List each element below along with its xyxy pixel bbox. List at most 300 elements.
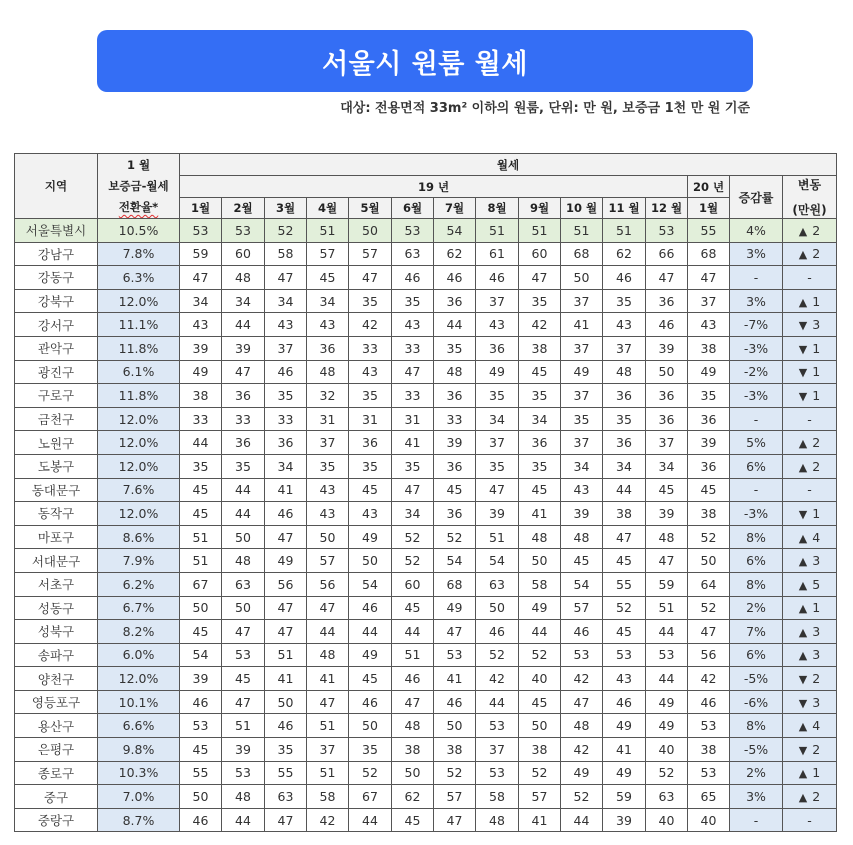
rent-2019-month-7: 46: [434, 690, 476, 714]
rent-2019-month-12: 47: [646, 266, 688, 290]
rent-2019-month-2: 48: [222, 266, 265, 290]
conversion-rate: 7.8%: [98, 242, 180, 266]
rent-2019-month-1: 55: [180, 761, 222, 785]
change-rate: 3%: [730, 242, 783, 266]
rent-2019-month-10: 43: [561, 478, 603, 502]
header-month-2019-4: 4월: [307, 198, 349, 219]
change-rate: -6%: [730, 690, 783, 714]
conversion-rate: 12.0%: [98, 454, 180, 478]
rent-2019-month-7: 36: [434, 289, 476, 313]
rent-2020-month-1: 38: [688, 738, 730, 762]
table-row: [15, 478, 837, 502]
change-rate: 8%: [730, 525, 783, 549]
conversion-rate: 9.8%: [98, 738, 180, 762]
rent-2019-month-3: 47: [265, 525, 307, 549]
header-month-2020-1: 1월: [688, 198, 730, 219]
table-row: [15, 620, 837, 644]
rent-2019-month-11: 37: [603, 336, 646, 360]
change-amount-value: 1: [812, 600, 821, 616]
table-row: [15, 596, 837, 620]
rent-2019-month-2: 39: [222, 738, 265, 762]
header-month-2019-11: 11 월: [603, 198, 646, 219]
rent-2019-month-9: 41: [519, 808, 561, 832]
change-rate: 6%: [730, 454, 783, 478]
header-month-2019-7: 7월: [434, 198, 476, 219]
rent-2019-month-12: 47: [646, 549, 688, 573]
rent-2019-month-3: 34: [265, 454, 307, 478]
change-amount: [783, 714, 837, 738]
rent-2019-month-4: 37: [307, 738, 349, 762]
rent-2019-month-8: 42: [476, 667, 519, 691]
rent-2019-month-2: 45: [222, 667, 265, 691]
rent-2019-month-9: 52: [519, 761, 561, 785]
header-month-2019-12: 12 월: [646, 198, 688, 219]
rent-2019-month-6: 60: [392, 572, 434, 596]
rent-2019-month-1: 38: [180, 384, 222, 408]
triangle-down-icon: ▼: [798, 696, 808, 710]
change-rate: -: [730, 478, 783, 502]
rent-2019-month-4: 48: [307, 360, 349, 384]
region-name: 금천구: [15, 407, 98, 431]
rent-2019-month-3: 49: [265, 549, 307, 573]
rent-2019-month-7: 68: [434, 572, 476, 596]
rent-2019-month-8: 48: [476, 808, 519, 832]
rent-2019-month-4: 42: [307, 808, 349, 832]
rent-2019-month-7: 36: [434, 384, 476, 408]
conversion-rate: 8.7%: [98, 808, 180, 832]
change-rate: -3%: [730, 502, 783, 526]
conversion-rate: 12.0%: [98, 431, 180, 455]
change-amount: [783, 549, 837, 573]
rent-2019-month-11: 35: [603, 289, 646, 313]
region-name: 영등포구: [15, 690, 98, 714]
change-amount: [783, 620, 837, 644]
change-amount-value: 2: [812, 741, 821, 757]
change-rate: 6%: [730, 643, 783, 667]
change-amount: [783, 219, 837, 243]
region-name: 서대문구: [15, 549, 98, 573]
rent-2019-month-2: 53: [222, 643, 265, 667]
conversion-rate: 7.9%: [98, 549, 180, 573]
rent-2019-month-1: 51: [180, 549, 222, 573]
rent-2020-month-1: 35: [688, 384, 730, 408]
rent-2019-month-1: 47: [180, 266, 222, 290]
rent-2019-month-10: 35: [561, 407, 603, 431]
conversion-rate: 6.0%: [98, 643, 180, 667]
rent-2019-month-2: 44: [222, 502, 265, 526]
rent-2019-month-6: 52: [392, 525, 434, 549]
conversion-rate: 6.6%: [98, 714, 180, 738]
change-amount-value: 3: [812, 553, 821, 569]
region-name: 용산구: [15, 714, 98, 738]
rent-2019-month-10: 42: [561, 667, 603, 691]
rent-2020-month-1: 53: [688, 714, 730, 738]
rent-2019-month-6: 47: [392, 690, 434, 714]
rent-2019-month-3: 56: [265, 572, 307, 596]
table-row: [15, 549, 837, 573]
rent-2019-month-1: 53: [180, 219, 222, 243]
rent-2019-month-5: 45: [349, 667, 392, 691]
rent-2019-month-3: 47: [265, 596, 307, 620]
rent-2019-month-9: 52: [519, 643, 561, 667]
table-row: [15, 313, 837, 337]
table-row: [15, 738, 837, 762]
rent-2019-month-9: 57: [519, 785, 561, 809]
header-rent: 월세: [180, 154, 837, 176]
rent-2019-month-6: 46: [392, 667, 434, 691]
rent-2019-month-5: 54: [349, 572, 392, 596]
rent-2019-month-3: 35: [265, 738, 307, 762]
rent-2019-month-7: 41: [434, 667, 476, 691]
rent-2019-month-1: 44: [180, 431, 222, 455]
rent-2019-month-12: 49: [646, 690, 688, 714]
triangle-up-icon: ▲: [798, 224, 808, 238]
rent-2019-month-10: 51: [561, 219, 603, 243]
change-amount: [783, 738, 837, 762]
change-amount: [783, 454, 837, 478]
rent-2019-month-10: 52: [561, 785, 603, 809]
change-amount-value: 2: [812, 435, 821, 451]
change-amount: [783, 289, 837, 313]
change-rate: -3%: [730, 336, 783, 360]
rent-2019-month-9: 36: [519, 431, 561, 455]
change-amount: [783, 525, 837, 549]
triangle-up-icon: ▲: [798, 791, 808, 805]
rent-2019-month-6: 50: [392, 761, 434, 785]
rent-2019-month-2: 48: [222, 785, 265, 809]
rent-2019-month-4: 43: [307, 478, 349, 502]
rent-2019-month-10: 41: [561, 313, 603, 337]
header-rate-line1: 1 월: [126, 158, 151, 172]
change-amount: [783, 502, 837, 526]
table-row: [15, 360, 837, 384]
change-rate: 8%: [730, 714, 783, 738]
rent-2019-month-8: 43: [476, 313, 519, 337]
rent-2019-month-1: 53: [180, 714, 222, 738]
rent-2019-month-11: 49: [603, 761, 646, 785]
region-name: 성동구: [15, 596, 98, 620]
rent-2019-month-10: 39: [561, 502, 603, 526]
conversion-rate: 7.6%: [98, 478, 180, 502]
rent-2019-month-12: 59: [646, 572, 688, 596]
rent-2019-month-10: 34: [561, 454, 603, 478]
rent-2019-month-12: 36: [646, 384, 688, 408]
rent-2019-month-7: 52: [434, 525, 476, 549]
rent-2019-month-12: 39: [646, 336, 688, 360]
rent-2019-month-9: 35: [519, 454, 561, 478]
header-month-2019-1: 1월: [180, 198, 222, 219]
rent-2020-month-1: 64: [688, 572, 730, 596]
rent-2019-month-2: 48: [222, 549, 265, 573]
region-name: 서초구: [15, 572, 98, 596]
rent-2019-month-4: 45: [307, 266, 349, 290]
rent-2019-month-6: 35: [392, 454, 434, 478]
rent-2019-month-4: 51: [307, 761, 349, 785]
table-row: [15, 761, 837, 785]
change-amount-value: 2: [812, 246, 821, 262]
rent-2019-month-3: 47: [265, 266, 307, 290]
rent-2019-month-5: 50: [349, 549, 392, 573]
table-row: [15, 289, 837, 313]
conversion-rate: 6.7%: [98, 596, 180, 620]
rent-2019-month-9: 40: [519, 667, 561, 691]
triangle-up-icon: ▲: [798, 460, 808, 474]
rent-2019-month-11: 43: [603, 313, 646, 337]
rent-2019-month-5: 44: [349, 808, 392, 832]
rent-2020-month-1: 36: [688, 407, 730, 431]
change-amount: [783, 266, 837, 290]
rent-2019-month-7: 39: [434, 431, 476, 455]
change-amount-value: 1: [812, 505, 821, 521]
triangle-down-icon: ▼: [798, 319, 808, 333]
rent-2019-month-12: 36: [646, 407, 688, 431]
rent-2019-month-6: 31: [392, 407, 434, 431]
rent-2019-month-11: 59: [603, 785, 646, 809]
rent-2019-month-2: 44: [222, 808, 265, 832]
rent-2019-month-8: 52: [476, 643, 519, 667]
rent-2019-month-4: 57: [307, 549, 349, 573]
rent-2019-month-9: 50: [519, 549, 561, 573]
change-rate: 3%: [730, 289, 783, 313]
rent-2019-month-4: 41: [307, 667, 349, 691]
table-row: [15, 667, 837, 691]
rent-2019-month-9: 35: [519, 289, 561, 313]
triangle-up-icon: ▲: [798, 602, 808, 616]
rent-2020-month-1: 52: [688, 596, 730, 620]
rent-2019-month-1: 51: [180, 525, 222, 549]
rent-2020-month-1: 50: [688, 549, 730, 573]
rent-2019-month-9: 50: [519, 714, 561, 738]
rent-2019-month-4: 58: [307, 785, 349, 809]
rent-2019-month-7: 38: [434, 738, 476, 762]
rent-2019-month-5: 50: [349, 714, 392, 738]
rent-2019-month-7: 54: [434, 219, 476, 243]
rent-2020-month-1: 46: [688, 690, 730, 714]
header-change-amount: [783, 176, 837, 219]
rent-2019-month-11: 38: [603, 502, 646, 526]
rent-2019-month-4: 47: [307, 596, 349, 620]
rent-2020-month-1: 68: [688, 242, 730, 266]
conversion-rate: 12.0%: [98, 407, 180, 431]
change-rate: 2%: [730, 761, 783, 785]
change-amount: [783, 384, 837, 408]
change-rate: -: [730, 808, 783, 832]
conversion-rate: 6.2%: [98, 572, 180, 596]
change-amount-value: 5: [812, 576, 821, 592]
conversion-rate: 11.8%: [98, 384, 180, 408]
rent-2019-month-6: 41: [392, 431, 434, 455]
rent-2019-month-8: 50: [476, 596, 519, 620]
rent-2019-month-8: 49: [476, 360, 519, 384]
rent-2019-month-8: 37: [476, 431, 519, 455]
rent-2019-month-4: 56: [307, 572, 349, 596]
rent-2019-month-3: 55: [265, 761, 307, 785]
rent-2019-month-11: 51: [603, 219, 646, 243]
rent-2019-month-2: 33: [222, 407, 265, 431]
change-amount-value: 3: [812, 317, 821, 333]
conversion-rate: 6.1%: [98, 360, 180, 384]
triangle-down-icon: ▼: [798, 743, 808, 757]
rent-2019-month-10: 48: [561, 714, 603, 738]
region-name: 중구: [15, 785, 98, 809]
rent-2019-month-1: 34: [180, 289, 222, 313]
header-month-2019-8: 8월: [476, 198, 519, 219]
table-row: [15, 454, 837, 478]
rent-2019-month-10: 37: [561, 431, 603, 455]
rent-2019-month-7: 52: [434, 761, 476, 785]
rent-2019-month-1: 49: [180, 360, 222, 384]
change-amount: [783, 785, 837, 809]
rent-2019-month-5: 47: [349, 266, 392, 290]
rent-2019-month-5: 35: [349, 384, 392, 408]
rent-2019-month-10: 50: [561, 266, 603, 290]
rent-2019-month-3: 41: [265, 667, 307, 691]
rent-2019-month-12: 34: [646, 454, 688, 478]
rent-2019-month-5: 36: [349, 431, 392, 455]
header-month-2019-5: 5월: [349, 198, 392, 219]
region-name: 중랑구: [15, 808, 98, 832]
rent-2019-month-10: 54: [561, 572, 603, 596]
rent-2019-month-1: 45: [180, 478, 222, 502]
change-amount-value: 1: [812, 387, 821, 403]
rent-2019-month-3: 46: [265, 714, 307, 738]
triangle-up-icon: ▲: [798, 720, 808, 734]
triangle-up-icon: ▲: [798, 437, 808, 451]
change-rate: -7%: [730, 313, 783, 337]
triangle-down-icon: ▼: [798, 389, 808, 403]
header-month-2019-3: 3월: [265, 198, 307, 219]
rent-2019-month-4: 34: [307, 289, 349, 313]
header-region: 지역: [15, 154, 98, 219]
rent-2019-month-10: 68: [561, 242, 603, 266]
rent-2019-month-9: 47: [519, 266, 561, 290]
rent-2020-month-1: 47: [688, 620, 730, 644]
rent-2019-month-1: 54: [180, 643, 222, 667]
region-name: 종로구: [15, 761, 98, 785]
rent-2019-month-3: 51: [265, 643, 307, 667]
header-month-2019-9: 9월: [519, 198, 561, 219]
rent-2019-month-8: 37: [476, 738, 519, 762]
rent-2019-month-7: 53: [434, 643, 476, 667]
rent-2019-month-8: 53: [476, 714, 519, 738]
change-amount: [783, 407, 837, 431]
rent-2019-month-3: 46: [265, 502, 307, 526]
rent-2019-month-1: 50: [180, 596, 222, 620]
rent-2019-month-3: 47: [265, 620, 307, 644]
rent-2019-month-7: 48: [434, 360, 476, 384]
table-row: [15, 808, 837, 832]
rent-2019-month-10: 37: [561, 384, 603, 408]
rent-2019-month-9: 41: [519, 502, 561, 526]
rent-2019-month-1: 67: [180, 572, 222, 596]
rent-2019-month-5: 50: [349, 219, 392, 243]
region-name: 강서구: [15, 313, 98, 337]
rent-2020-month-1: 53: [688, 761, 730, 785]
change-rate: -: [730, 407, 783, 431]
region-name: 관악구: [15, 336, 98, 360]
conversion-rate: 11.8%: [98, 336, 180, 360]
triangle-up-icon: ▲: [798, 767, 808, 781]
header-year-2020: 20 년: [688, 176, 730, 198]
rent-2019-month-9: 49: [519, 596, 561, 620]
rent-2019-month-5: 45: [349, 478, 392, 502]
rent-2019-month-5: 57: [349, 242, 392, 266]
rent-2019-month-8: 44: [476, 690, 519, 714]
rent-2019-month-1: 45: [180, 502, 222, 526]
rent-2019-month-6: 45: [392, 808, 434, 832]
change-amount-value: 3: [812, 623, 821, 639]
rent-2019-month-6: 53: [392, 219, 434, 243]
region-name: 서울특별시: [15, 219, 98, 243]
rent-2019-month-10: 44: [561, 808, 603, 832]
region-name: 구로구: [15, 384, 98, 408]
conversion-rate: 12.0%: [98, 667, 180, 691]
region-name: 강남구: [15, 242, 98, 266]
change-amount-value: 2: [812, 222, 821, 238]
rent-2020-month-1: 42: [688, 667, 730, 691]
change-amount-value: -: [807, 411, 812, 427]
rent-2019-month-6: 47: [392, 360, 434, 384]
rent-2019-month-2: 35: [222, 454, 265, 478]
rent-2019-month-2: 50: [222, 525, 265, 549]
rent-2019-month-12: 53: [646, 219, 688, 243]
triangle-down-icon: ▼: [798, 507, 808, 521]
rent-2019-month-6: 52: [392, 549, 434, 573]
rent-2019-month-11: 55: [603, 572, 646, 596]
triangle-up-icon: ▲: [798, 531, 808, 545]
rent-2019-month-12: 51: [646, 596, 688, 620]
triangle-down-icon: ▼: [798, 342, 808, 356]
table-row: [15, 785, 837, 809]
conversion-rate: 10.3%: [98, 761, 180, 785]
table-row: [15, 502, 837, 526]
rent-2019-month-5: 52: [349, 761, 392, 785]
change-rate: 2%: [730, 596, 783, 620]
rent-2019-month-9: 45: [519, 690, 561, 714]
rent-2019-month-2: 53: [222, 761, 265, 785]
rent-2019-month-7: 62: [434, 242, 476, 266]
change-rate: -5%: [730, 667, 783, 691]
change-amount: [783, 667, 837, 691]
rent-2019-month-7: 57: [434, 785, 476, 809]
triangle-down-icon: ▼: [798, 366, 808, 380]
rent-2020-month-1: 45: [688, 478, 730, 502]
rent-2019-month-11: 52: [603, 596, 646, 620]
rent-2019-month-7: 45: [434, 478, 476, 502]
rent-2019-month-11: 34: [603, 454, 646, 478]
rent-2019-month-1: 43: [180, 313, 222, 337]
rent-2019-month-5: 33: [349, 336, 392, 360]
rent-2019-month-7: 54: [434, 549, 476, 573]
rent-2019-month-5: 42: [349, 313, 392, 337]
change-amount: [783, 478, 837, 502]
table-row: [15, 572, 837, 596]
rent-2020-month-1: 52: [688, 525, 730, 549]
rent-2019-month-9: 42: [519, 313, 561, 337]
rent-2019-month-12: 53: [646, 643, 688, 667]
rent-2019-month-8: 34: [476, 407, 519, 431]
region-name: 성북구: [15, 620, 98, 644]
region-name: 양천구: [15, 667, 98, 691]
rent-2019-month-10: 46: [561, 620, 603, 644]
rent-2019-month-2: 51: [222, 714, 265, 738]
region-name: 도봉구: [15, 454, 98, 478]
change-amount-value: 1: [812, 765, 821, 781]
rent-2019-month-2: 60: [222, 242, 265, 266]
table-row: [15, 384, 837, 408]
rent-2019-month-7: 47: [434, 808, 476, 832]
table-row: [15, 714, 837, 738]
